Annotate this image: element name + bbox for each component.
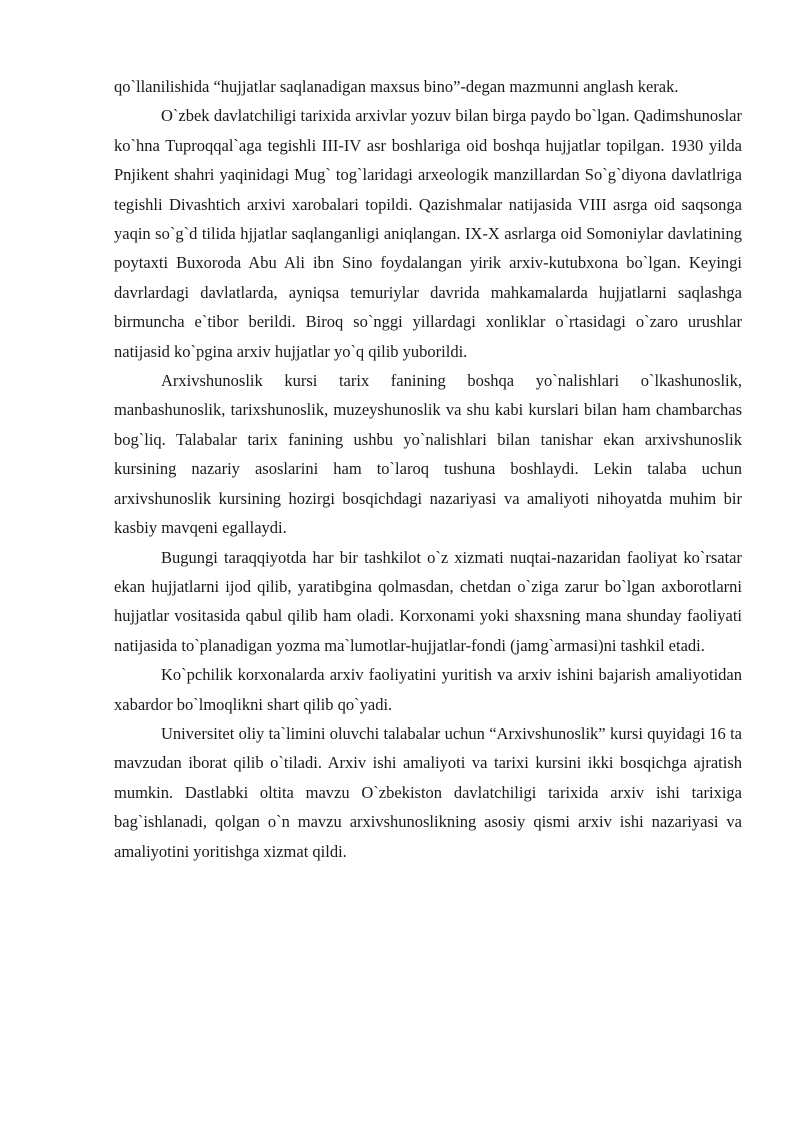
paragraph-1: qo`llanilishida “hujjatlar saqlanadigan maxsus bino”-degan mazmunni anglash kerak. [114, 77, 679, 96]
document-page [114, 72, 742, 866]
paragraph-5: Ko`pchilik korxonalarda arxiv faoliyatini yuritish va arxiv ishini bajarish amaliyotidan xabardor bo`lmoqlikni shart qilib qo`yadi. [114, 665, 742, 714]
paragraph-6: Universitet oliy ta`limini oluvchi talabalar uchun “Arxivshunoslik” kursi quyidagi 16 ta mavzudan iborat qilib o`tiladi. Arxiv ishi amaliyoti va tarixi kursini ikki bosqichga ajratish mumkin. Dastlabki oltita mavzu O`zbekiston davlatchiligi tarixida arxiv ishi tarixiga bag`ishlanadi, qolgan o`n mavzu arxivshunoslikning asosiy qismi arxiv ishi nazariyasi va amaliyotini yoritishga xizmat qildi. [114, 723, 742, 861]
paragraph-3: Arxivshunoslik kursi tarix fanining boshqa yo`nalishlari o`lkashunoslik, manbashunoslik, tarixshunoslik, muzeyshunoslik va shu kabi kurslari bilan ham chambarchas bog`liq. Talabalar tarix fanining ushbu yo`nalishlari bilan tanishar ekan arxivshunoslik kursining nazariy asoslarini ham to`laroq tushuna boshlaydi. Lekin talaba uchun arxivshunoslik kursining hozirgi bosqichdagi nazariyasi va amaliyoti nihoyatda muhim bir kasbiy mavqeni egallaydi. [114, 371, 742, 538]
paragraph-4: Bugungi taraqqiyotda har bir tashkilot o`z xizmati nuqtai-nazaridan faoliyat ko`rsatar ekan hujjatlarni ijod qilib, yaratibgina qolmasdan, chetdan o`ziga zarur bo`lgan axborotlarni hujjatlar vositasida qabul qilib ham oladi. Korxonami yoki shaxsning mana shunday faoliyati natijasida to`planadigan yozma ma`lumotlar-hujjatlar-fondi (jamg`armasi)ni tashkil etadi. [114, 547, 742, 655]
paragraph-2: O`zbek davlatchiligi tarixida arxivlar yozuv bilan birga paydo bo`lgan. Qadimshunoslar ko`hna Tuproqqal`aga tegishli III-IV asr boshlariga oid boshqa hujjatlar topilgan. 1930 yilda Pnjikent shahri yaqinidagi Mug` tog`laridagi arxeologik manzillardan So`g`diyona davlatlriga tegishli Divashtich arxivi xarobalari topildi. Qazishmalar natijasida VIII asrga oid saqsonga yaqin so`g`d tilida hjjatlar saqlanganligi aniqlangan. IX-X asrlarga oid Somoniylar davlatining poytaxti Buxoroda Abu Ali ibn Sino foydalangan yirik arxiv-kutubxona bo`lgan. Keyingi davrlardagi davlatlarda, ayniqsa temuriylar davrida mahkamalarda hujjatlarni saqlashga birmuncha e`tibor berildi. Biroq so`nggi yillardagi xonliklar o`rtasidagi o`zaro urushlar natijasid ko`pgina arxiv hujjatlar yo`q qilib yuborildi. [114, 106, 742, 361]
